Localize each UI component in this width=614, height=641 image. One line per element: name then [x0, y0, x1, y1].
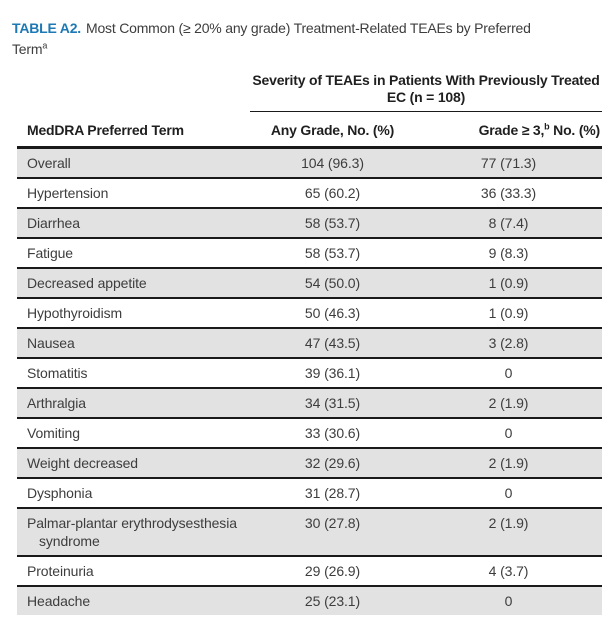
row-grade3: 1 (0.9) [488, 275, 529, 291]
row-term: Decreased appetite [27, 275, 147, 291]
table-row [17, 239, 602, 269]
row-any-grade: 50 (46.3) [304, 305, 361, 321]
table-row [17, 389, 602, 419]
table-row [17, 587, 602, 615]
row-grade3: 0 [504, 485, 513, 501]
row-any-grade: 29 (26.9) [304, 563, 361, 579]
table-row [17, 359, 602, 389]
table-row [17, 329, 602, 359]
row-any-grade: 30 (27.8) [304, 515, 361, 531]
table-rows [17, 149, 602, 615]
teae-table [17, 72, 602, 615]
row-term: Fatigue [27, 245, 73, 261]
table-title [12, 18, 568, 60]
row-grade3: 2 (1.9) [488, 455, 529, 471]
row-term: Hypothyroidism [27, 305, 123, 321]
table-row [17, 557, 602, 587]
column-header-grade3-footnote-marker: b [544, 121, 550, 132]
row-any-grade: 47 (43.5) [304, 335, 361, 351]
column-header-row [17, 112, 602, 149]
row-grade3: 4 (3.7) [488, 563, 529, 579]
column-header-term: MedDRA Preferred Term [27, 122, 184, 138]
row-grade3: 2 (1.9) [488, 515, 529, 531]
table-row [17, 149, 602, 179]
row-term: Dysphonia [27, 485, 93, 501]
row-term: Proteinuria [27, 563, 94, 579]
row-grade3: 0 [504, 365, 513, 381]
row-term: Nausea [27, 335, 75, 351]
table-title-text: Most Common (≥ 20% any grade) Treatment-Related TEAEs by Preferred Term [12, 20, 531, 57]
row-any-grade: 33 (30.6) [304, 425, 361, 441]
row-any-grade: 58 (53.7) [304, 215, 361, 231]
row-term: Palmar-plantar erythrodysesthesia syndrome [27, 515, 237, 549]
row-term: Hypertension [27, 185, 109, 201]
table-row [17, 299, 602, 329]
row-grade3: 8 (7.4) [488, 215, 529, 231]
table-row [17, 269, 602, 299]
row-grade3: 1 (0.9) [488, 305, 529, 321]
column-header-any-grade: Any Grade, No. (%) [270, 122, 395, 138]
table-title-label: TABLE A2. [12, 20, 81, 36]
row-any-grade: 39 (36.1) [304, 365, 361, 381]
row-term: Stomatitis [27, 365, 88, 381]
row-any-grade: 31 (28.7) [304, 485, 361, 501]
column-header-grade3-text: Grade ≥ 3, [478, 122, 545, 138]
table-title-footnote-marker: a [42, 40, 48, 51]
row-term: Arthralgia [27, 395, 86, 411]
table-row [17, 509, 602, 557]
table-row [17, 179, 602, 209]
row-grade3: 77 (71.3) [480, 155, 537, 171]
row-term: Overall [27, 155, 71, 171]
row-any-grade: 25 (23.1) [304, 593, 361, 609]
table-row [17, 449, 602, 479]
row-any-grade: 104 (96.3) [301, 155, 364, 171]
row-any-grade: 34 (31.5) [304, 395, 361, 411]
table-row [17, 419, 602, 449]
row-any-grade: 58 (53.7) [304, 245, 361, 261]
column-header-grade3-suffix: No. (%) [549, 122, 600, 138]
table-row [17, 479, 602, 509]
row-any-grade: 65 (60.2) [304, 185, 361, 201]
table-row [17, 209, 602, 239]
column-header-grade3 [415, 122, 602, 138]
row-grade3: 0 [504, 425, 513, 441]
row-any-grade: 32 (29.6) [304, 455, 361, 471]
row-term: Vomiting [27, 425, 80, 441]
row-any-grade: 54 (50.0) [304, 275, 361, 291]
row-term: Weight decreased [27, 455, 138, 471]
row-term: Diarrhea [27, 215, 80, 231]
row-grade3: 2 (1.9) [488, 395, 529, 411]
span-header: Severity of TEAEs in Patients With Previously Treated EC (n = 108) [250, 72, 602, 112]
row-term: Headache [27, 593, 91, 609]
row-grade3: 3 (2.8) [488, 335, 529, 351]
row-grade3: 36 (33.3) [480, 185, 537, 201]
row-grade3: 9 (8.3) [488, 245, 529, 261]
row-grade3: 0 [504, 593, 513, 609]
